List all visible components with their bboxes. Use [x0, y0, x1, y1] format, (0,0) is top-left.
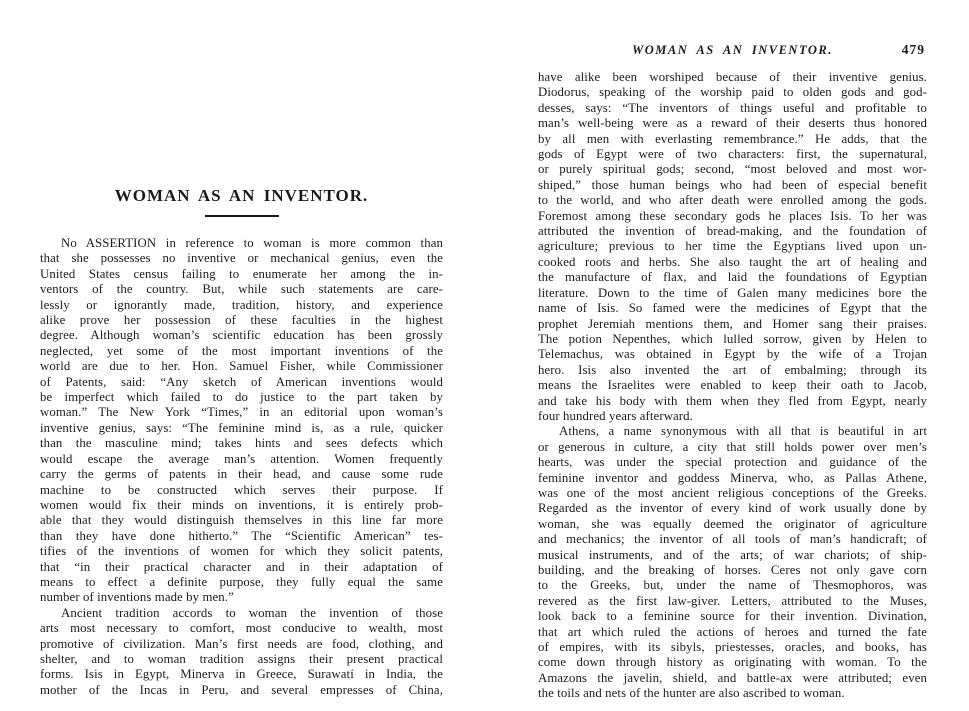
text-line: have alike been worshiped because of their inventive genius.	[538, 70, 927, 84]
running-header: WOMAN AS AN INVENTOR.	[632, 43, 833, 57]
text-line: the manufacture of flax, and laid the foundations of Egyptian	[538, 270, 927, 285]
left-page-body	[40, 236, 443, 698]
text-line: United States census failing to enumerate her among the in-	[40, 266, 443, 281]
text-line: revered as the first law-giver. Letters, attributed to the Muses,	[538, 593, 927, 608]
text-line: feminine inventor and goddess Minerva, who, as Pallas Athene,	[538, 470, 927, 485]
text-line: Regarded as the inventor of every kind of work usually done by	[538, 501, 927, 516]
text-line: musical instruments, and of the arts; of war chariots; of ship-	[538, 547, 927, 562]
text-line: attributed the invention of bread-making, and the foundation of	[538, 224, 927, 239]
text-line: cooked roots and herbs. She also taught the art of healing and	[538, 254, 927, 269]
text-line: carry the germs of patents in their head, and cause some rude	[40, 467, 443, 482]
left-page	[40, 0, 443, 698]
text-line: look back to a feminine source for their invention. Divination,	[538, 609, 927, 624]
text-line: ventors of the country. But, while such statements are care-	[40, 282, 443, 297]
text-line: mother of the Incas in Peru, and several empresses of China,	[40, 682, 443, 697]
text-line: Foremost among these secondary gods he places Isis. To her was	[538, 208, 927, 223]
text-line: alike prove her possession of these faculties in the highest	[40, 313, 443, 328]
text-line: world are due to her. Hon. Samuel Fisher, while Commissioner	[40, 359, 443, 374]
text-line: man’s well-being were as a reward of their deserts thus honored	[538, 116, 927, 131]
text-line: means to effect a definite purpose, they fully equal the same	[40, 574, 443, 589]
chapter-title: WOMAN AS AN INVENTOR.	[114, 186, 369, 205]
text-line: woman, she was equally deemed the originator of agriculture	[538, 516, 927, 531]
text-line: hearts, was under the special protection and guidance of the	[538, 455, 927, 470]
text-line: that “in their practical character and in their adaptation of	[40, 559, 443, 574]
text-line: inventive genius, says: “The feminine mind is, as a rule, quicker	[40, 420, 443, 435]
paragraph	[40, 606, 443, 698]
right-page-body	[538, 70, 927, 702]
text-line: the toils and nets of the hunter are also ascribed to woman.	[538, 686, 845, 701]
text-line: Amazons the javelin, shield, and battle-ax were attributed; even	[538, 670, 927, 685]
text-line: Diodorus, speaking of the worship paid to olden gods and god-	[538, 85, 927, 100]
right-page	[538, 0, 927, 702]
text-line: lessly or ignorantly made, tradition, history, and experience	[40, 297, 443, 312]
text-line: means the Israelites were enabled to keep their oath to Jacob,	[538, 378, 927, 393]
text-line: gods of Egypt were of two characters: first, the supernatural,	[538, 147, 927, 162]
text-line: come down through history as originating with woman. To the	[538, 655, 927, 670]
text-line: of Patents, said: “Any sketch of American inventions would	[40, 374, 443, 389]
text-line: four hundred years afterward.	[538, 408, 693, 423]
text-line: Ancient tradition accords to woman the invention of those	[61, 605, 443, 620]
text-line: shiped,” those human beings who had been of especial benefit	[538, 177, 927, 192]
text-line: desses, says: “The inventors of things useful and profitable to	[538, 100, 927, 115]
text-line: No ASSERTION in reference to woman is more common than	[61, 236, 443, 250]
text-line: agriculture; previous to her time the Egyptians lived upon un-	[538, 239, 927, 254]
paragraph	[538, 70, 927, 424]
text-line: would escape the average man’s attention. Women frequently	[40, 451, 443, 466]
paragraph	[40, 236, 443, 606]
text-line: was one of the most ancient religious conceptions of the Greeks.	[538, 485, 927, 500]
text-line: The potion Nepenthes, which lulled sorrow, given by Helen to	[538, 331, 927, 346]
text-line: building, and the breaking of horses. Ceres not only gave corn	[538, 563, 927, 577]
title-rule-divider	[205, 215, 279, 217]
text-line: Athens, a name synonymous with all that is beautiful in art	[559, 424, 927, 439]
text-line: and take his body with them when they fled from Egypt, nearly	[538, 393, 927, 408]
text-line: than they have done hitherto.” The “Scientific American” tes-	[40, 528, 443, 543]
text-line: to the world, and who after death were enrolled among the gods.	[538, 193, 927, 208]
text-line: of empires, with its sibyls, priestesses, oracles, and books, has	[538, 640, 927, 655]
text-line: Telemachus, was obtained in Egypt by the wife of a Trojan	[538, 347, 927, 362]
text-line: literature. Down to the time of Galen many medicines bore the	[538, 285, 927, 300]
text-line: arts most necessary to comfort, most conducive to wealth, most	[40, 621, 443, 636]
text-line: that she possesses no inventive or mechanical genius, even the	[40, 251, 443, 266]
text-line: promotive of civilization. Man’s first needs are food, clothing, and	[40, 636, 443, 651]
text-line: degree. Although woman’s scientific education has been grossly	[40, 328, 443, 343]
text-line: be imperfect which failed to do justice to the part taken by	[40, 390, 443, 405]
paragraph	[538, 424, 927, 701]
text-line: or purely spiritual gods; second, “most beloved and most wor-	[538, 162, 927, 177]
text-line: that art which ruled the actions of heroes and turned the fate	[538, 624, 927, 639]
text-line: women would fix their minds on inventions, it is entirely prob-	[40, 497, 443, 512]
text-line: name of Isis. So famed were the medicines of Egypt that the	[538, 301, 927, 316]
text-line: neglected, yet some of the most important inventions of the	[40, 343, 443, 358]
text-line: prophet Jeremiah mentions them, and Homer sang their praises.	[538, 316, 927, 331]
text-line: shelter, and to woman tradition assigns their present practical	[40, 651, 443, 666]
text-line: machine to be constructed which serves their purpose. If	[40, 482, 443, 497]
text-line: or generous in culture, a city that still holds power over men’s	[538, 439, 927, 454]
text-line: tifies of the inventions of women for which they solicit patents,	[40, 544, 443, 559]
text-line: number of inventions made by men.”	[40, 590, 234, 605]
text-line: and mechanics; the inventor of all tools of man’s handicraft; of	[538, 532, 927, 547]
text-line: than the masculine mind; takes hints and sees defects which	[40, 436, 443, 451]
running-header-row	[538, 42, 927, 58]
text-line: woman.” The New York “Times,” in an editorial upon woman’s	[40, 405, 443, 420]
text-line: to the Greeks, but, under the name of Thesmophoros, was	[538, 578, 927, 593]
text-line: hero. Isis also invented the art of embalming; through its	[538, 362, 927, 377]
page-number: 479	[901, 42, 925, 57]
text-line: able that they would distinguish themselves in this line far more	[40, 513, 443, 528]
text-line: forms. Isis in Egypt, Minerva in Greece, Surawatí in India, the	[40, 667, 443, 682]
text-line: by all men with everlasting remembrance.” He adds, that the	[538, 131, 927, 146]
